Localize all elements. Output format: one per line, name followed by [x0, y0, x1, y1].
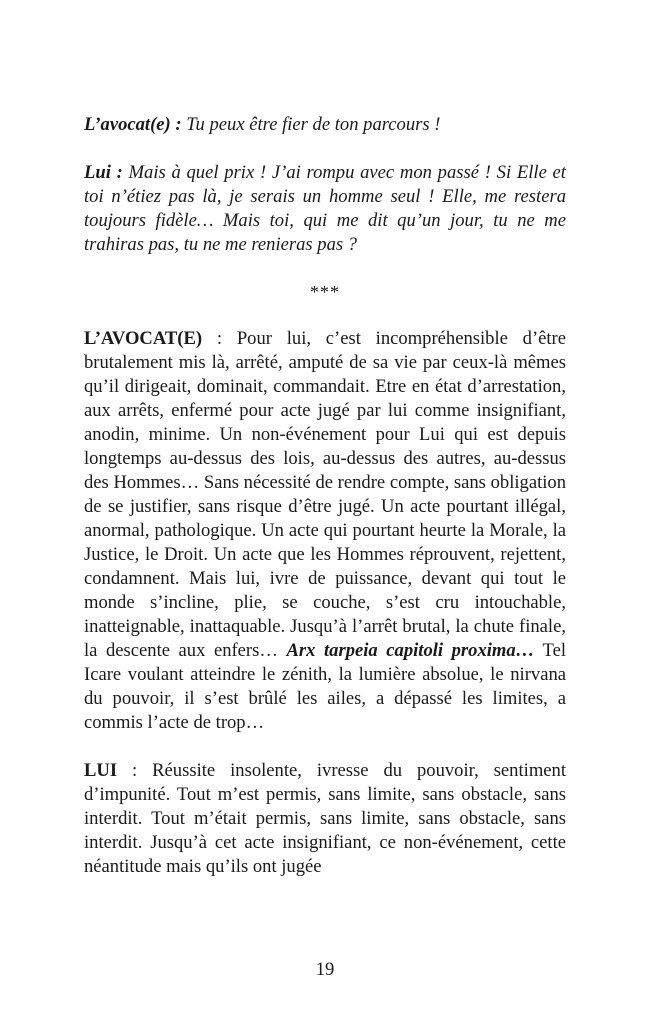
paragraph-spacer: [84, 304, 566, 327]
monologue-text: : Réussite insolente, ivresse du pouvoir, sentiment d’impunité. Tout m’est permis, sans limite, sans obstacle, sans interdit. Tout m’était permis, sans limite, sans obstacle, sans interdit. Jusqu’à cet acte insignifiant, ce non-événement, cette néantitude mais qu’ils ont jugée: [84, 760, 566, 877]
dialogue-text: Tu peux être fier de ton parcours !: [186, 114, 441, 135]
dialogue-line-lui: [84, 161, 566, 257]
monologue-text-continued: Tel Icare voulant atteindre le zénith, la lumière absolue, le nirvana du pouvoir, il s’est brûlé les ailes, a dépassé les limites, a commis l’acte de trop…: [84, 640, 566, 733]
page-body: [84, 113, 566, 879]
dialogue-line-lawyer: [84, 113, 566, 137]
dialogue-text: Mais à quel prix ! J’ai rompu avec mon passé ! Si Elle et toi n’étiez pas là, je serais un homme seul ! Elle, me restera toujours fidèle… Mais toi, qui me dit qu’un jour, tu ne me trahiras pas, tu ne me renieras pas ?: [84, 162, 566, 255]
speaker-label: L’avocat(e) :: [84, 114, 182, 135]
monologue-text: : Pour lui, c’est incompréhensible d’être brutalement mis là, arrêté, amputé de sa vie par ceux-là mêmes qu’il dirigeait, dominait, commandait. Etre en état d’arrestation, aux arrêts, enfermé pour acte jugé par lui comme insignifiant, anodin, minime. Un non-événement pour Lui qui est depuis longtemps au-dessus des lois, au-dessus des autres, au-dessus des Hommes… Sans nécessité de rendre compte, sans obligation de se justifier, sans risque d’être jugé. Un acte pourtant illégal, anormal, pathologique. Un acte qui pourtant heurte la Morale, la Justice, le Droit. Un acte que les Hommes réprouvent, rejettent, condamnent. Mais lui, ivre de puissance, devant qui tout le monde s’incline, plie, se couche, s’est cru intouchable, inatteignable, inattaquable. Jusqu’à l’arrêt brutal, la chute finale, la descente aux enfers…: [84, 328, 566, 661]
paragraph-spacer: [84, 137, 566, 161]
page-number: 19: [315, 959, 335, 980]
speaker-label: L’AVOCAT(E): [84, 328, 203, 349]
speaker-label: LUI: [84, 760, 118, 781]
lawyer-monologue: [84, 327, 566, 735]
paragraph-spacer: [84, 257, 566, 280]
speaker-label: Lui :: [84, 162, 123, 183]
latin-quote: Arx tarpeia capitoli proxima…: [286, 640, 535, 661]
lui-monologue: [84, 759, 566, 879]
section-separator: ***: [310, 282, 340, 302]
paragraph-spacer: [84, 735, 566, 759]
